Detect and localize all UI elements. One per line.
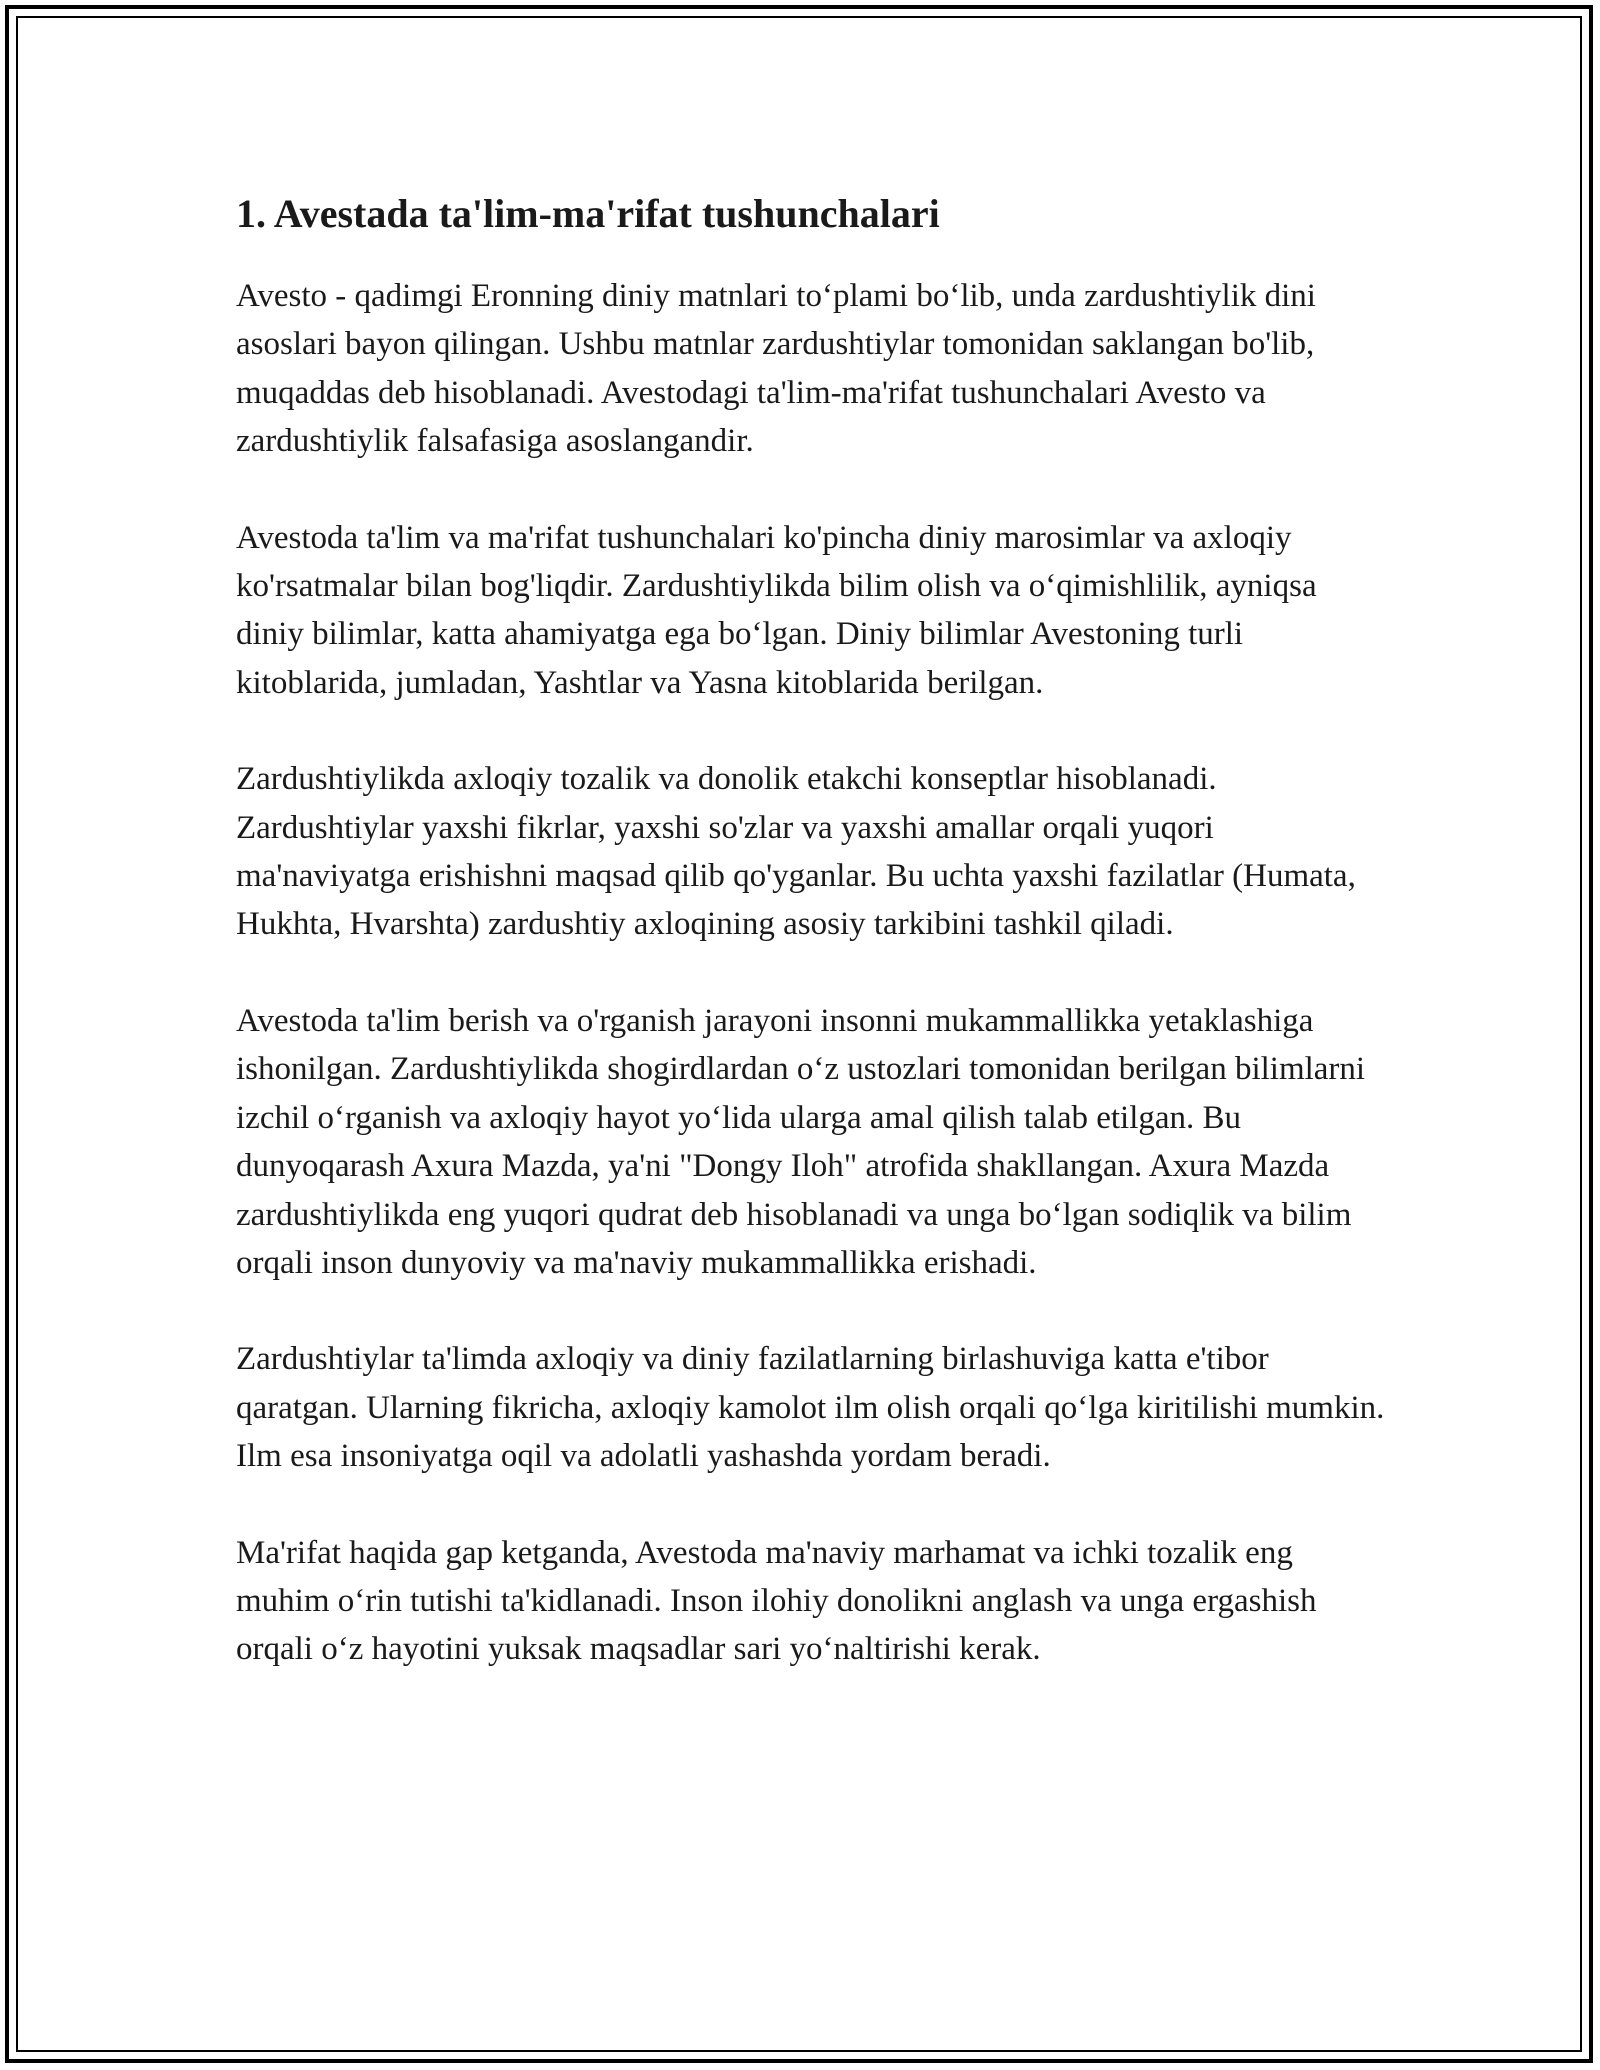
paragraph-6: Ma'rifat haqida gap ketganda, Avestoda ma'naviy marhamat va ichki tozalik eng muhim o‘rin tutishi ta'kidlanadi. Inson ilohiy donolikni anglash va unga ergashish orqali o‘z hayotini yuksak maqsadlar sari yo‘naltirishi kerak. — [236, 1534, 1317, 1668]
paragraph-3: Zardushtiylikda axloqiy tozalik va donolik etakchi konseptlar hisoblanadi. Zardushtiylar yaxshi fikrlar, yaxshi so'zlar va yaxshi amallar orqali yuqori ma'naviyatga erishishni maqsad qilib qo'yganlar. Bu uchta yaxshi fazilatlar (Humata, Hukhta, Hvarshta) zardushtiy axloqining asosiy tarkibini tashkil qiladi. — [236, 761, 1356, 943]
paragraph-1: Avesto - qadimgi Eronning diniy matnlari to‘plami bo‘lib, unda zardushtiylik dini asoslari bayon qilingan. Ushbu matnlar zardushtiylar tomonidan saklangan bo'lib, muqaddas deb hisoblanadi. Avestodagi ta'lim-ma'rifat tushunchalari Avesto va zardushtiylik falsafasiga asoslangandir. — [236, 278, 1316, 460]
paragraph-2: Avestoda ta'lim va ma'rifat tushunchalari ko'pincha diniy marosimlar va axloqiy ko'rsatmalar bilan bog'liqdir. Zardushtiylikda bilim olish va o‘qimishlilik, ayniqsa diniy bilimlar, katta ahamiyatga ega bo‘lgan. Diniy bilimlar Avestoning turli kitoblarida, jumladan, Yashtlar va Yasna kitoblarida berilgan. — [236, 519, 1317, 701]
paragraph-4: Avestoda ta'lim berish va o'rganish jarayoni insonni mukammallikka yetaklashiga ishonilgan. Zardushtiylikda shogirdlardan o‘z ustozlari tomonidan berilgan bilimlarni izchil o‘rganish va axloqiy hayot yo‘lida ularga amal qilish talab etilgan. Bu dunyoqarash Axura Mazda, ya'ni "Dongy Iloh" atrofida shakllangan. Axura Mazda zardushtiylikda eng yuqori qudrat deb hisoblanadi va unga bo‘lgan sodiqlik va bilim orqali inson dunyoviy va ma'naviy mukammallikka erishadi. — [236, 1002, 1366, 1281]
paragraph-5: Zardushtiylar ta'limda axloqiy va diniy fazilatlarning birlashuviga katta e'tibor qaratgan. Ularning fikricha, axloqiy kamolot ilm olish orqali qo‘lga kiritilishi mumkin. Ilm esa insoniyatga oqil va adolatli yashashda yordam beradi. — [236, 1341, 1385, 1475]
document-body — [236, 186, 1386, 1674]
section-heading: 1. Avestada ta'lim-ma'rifat tushunchalari — [236, 191, 940, 236]
